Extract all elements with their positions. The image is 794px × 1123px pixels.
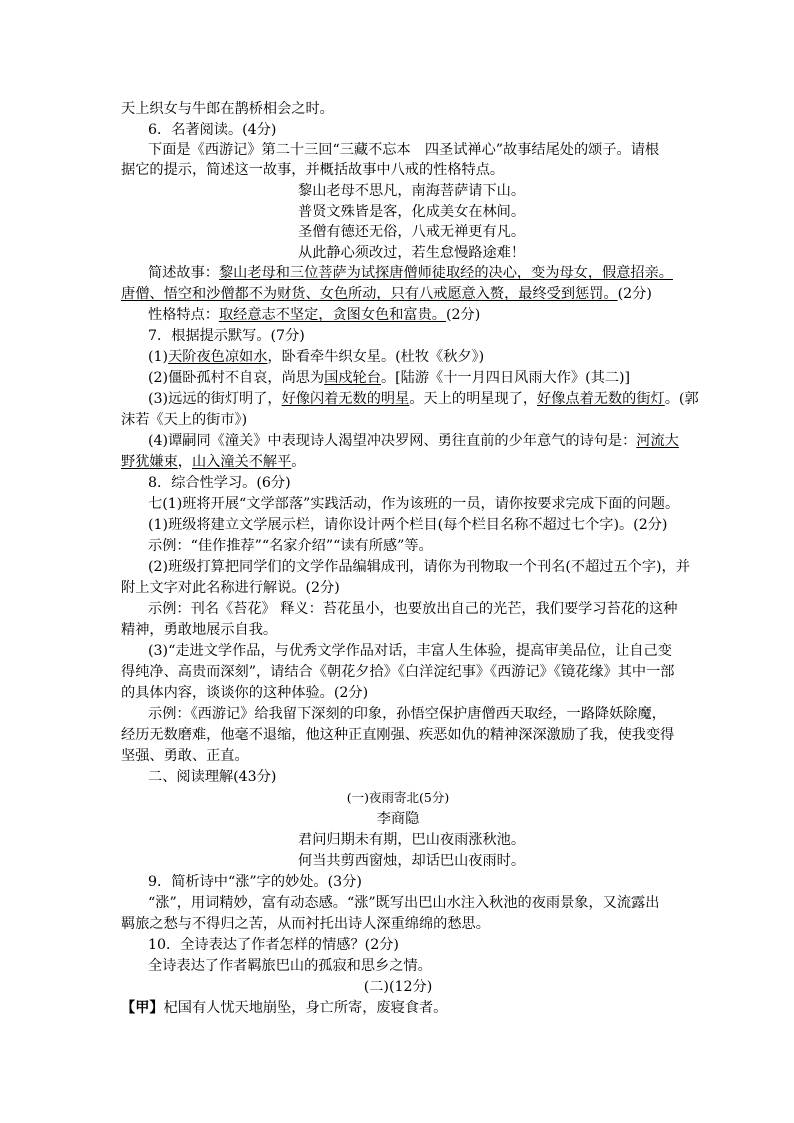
score: (2分) [445, 307, 481, 323]
question-heading: 9．简析诗中“涨”字的妙处。(3分) [148, 874, 362, 890]
answer-text: 山入潼关不解平 [191, 454, 292, 470]
answer-label: 性格特点： [148, 307, 219, 323]
text-line [121, 999, 447, 1017]
text-span: ，卧看牵牛织女星。(杜牧《秋夕》) [267, 349, 485, 365]
text-line: 得纯净、高贵而深刻”，请结合《朝花夕拾》《白洋淀纪事》《西游记》《镜花缘》其中一部 [121, 664, 675, 680]
text-line: 的具体内容，谈谈你的这种体验。(2分) [121, 685, 369, 701]
text-line: 经历无数磨难，他毫不退缩，他这种正直刚强、疾恶如仇的精神深深激励了我，使我变得 [121, 727, 675, 743]
text-line: 附上文字对此名称进行解说。(2分) [121, 580, 340, 596]
verse-line: 何当共剪西窗烛，却话巴山夜雨时。 [298, 853, 526, 869]
text-line: 示例：“佳作推荐”“名家介绍”“读有所感”等。 [148, 538, 433, 554]
text-line: 精神，勇敢地展示自我。 [121, 622, 278, 638]
text-line: 七(1)班将开展“文学部落”实践活动，作为该班的一员，请你按要求完成下面的问题。 [148, 496, 680, 512]
score: (2分) [617, 286, 652, 302]
text-span: 。天上的明星现了， [409, 391, 538, 407]
answer-text: 取经意志不坚定，贪图女色和富贵。 [218, 307, 446, 323]
answer-text: 河流大 [636, 433, 679, 449]
passage-label: 【甲】 [121, 1000, 164, 1016]
text-line: (1)班级将建立文学展示栏，请你设计两个栏目(每个栏目名称不超过七个字)。(2分) [148, 517, 668, 533]
text-line: (2)班级打算把同学们的文学作品编辑成刊，请你为刊物取一个刊名(不超过五个字)，并 [148, 559, 690, 575]
text-line: “涨”，用词精妙，富有动态感。“涨”既写出巴山水注入秋池的夜雨景象，又流露出 [148, 895, 660, 911]
text-line: 天上织女与牛郎在鹊桥相会之时。 [121, 101, 334, 117]
text-span: 。[陆游《十一月四日风雨大作》(其二)] [380, 370, 631, 386]
text-span: ， [177, 454, 192, 470]
question-heading: 6．名著阅读。(4分) [148, 122, 277, 138]
text-span: (3)远远的街灯明了， [148, 391, 282, 407]
answer-line [148, 369, 630, 387]
text-span: 。(郭 [664, 391, 699, 407]
verse-line: 从此静心须改过，若生怠慢路途难！ [298, 245, 526, 261]
subsection-heading: (二)(12分) [363, 979, 433, 995]
text-line: 全诗表达了作者羁旅巴山的孤寂和思乡之情。 [148, 958, 432, 974]
answer-text: 好像闪着无数的明星 [281, 391, 410, 407]
item-number: (1) [148, 349, 169, 365]
verse-line: 黎山老母不思凡，南海菩萨请下山。 [298, 183, 526, 199]
section-heading: 二、阅读理解(43分) [148, 769, 277, 785]
question-heading: 7．根据提示默写。(7分) [148, 328, 305, 344]
answer-line [148, 348, 484, 366]
poem-title: (一)夜雨寄北(5分) [346, 790, 450, 805]
text-line: (3)“走进文学作品，与优秀文学作品对话，丰富人生体验，提高审美品位，让自己变 [148, 643, 672, 659]
verse-line: 君问归期未有期，巴山夜雨涨秋池。 [298, 832, 526, 848]
text-span: (2)僵卧孤村不自哀，尚思为 [148, 370, 325, 386]
text-span: 。 [291, 454, 306, 470]
verse-line: 普贤文殊皆是客，化成美女在林间。 [298, 204, 526, 220]
text-line: 据它的提示，简述这一故事，并概括故事中八戒的性格特点。 [121, 162, 505, 178]
answer-line [148, 306, 480, 324]
text-line: 下面是《西游记》第二十三回“三藏不忘本 四圣试禅心”故事结尾处的颂子。请根 [148, 142, 660, 158]
answer-line [148, 390, 699, 408]
answer-line [121, 453, 306, 471]
answer-text: 天阶夜色凉如水 [168, 349, 268, 365]
text-span: 杞国有人忧天地崩坠，身亡所寄，废寝食者。 [163, 1000, 448, 1016]
answer-text: 国戍轮台 [324, 370, 381, 386]
question-heading: 10．全诗表达了作者怎样的情感？(2分) [148, 937, 399, 953]
answer-text: 黎山老母和三位菩萨为试探唐僧师徒取经的决心，变为母女，假意招亲。 [218, 265, 673, 281]
text-line: 羁旅之愁与不得归之苦，从而衬托出诗人深重绵绵的愁思。 [121, 916, 490, 932]
answer-label: 简述故事： [148, 265, 219, 281]
text-span: (4)谭嗣同《潼关》中表现诗人渴望冲决罗网、勇往直前的少年意气的诗句是： [148, 433, 637, 449]
answer-text: 好像点着无数的街灯 [537, 391, 665, 407]
text-line: 坚强、勇敢、正直。 [121, 748, 249, 764]
question-heading: 8．综合性学习。(6分) [148, 475, 291, 491]
poem-author: 李商隐 [376, 811, 420, 827]
text-line: 示例：《西游记》给我留下深刻的印象，孙悟空保护唐僧西天取经，一路降妖除魔， [148, 706, 666, 722]
answer-line [121, 285, 652, 303]
verse-line: 圣僧有德还无俗，八戒无禅更有凡。 [298, 224, 526, 240]
text-line: 示例：刊名《苔花》 释义：苔花虽小，也要放出自己的光芒，我们要学习苔花的这种 [148, 601, 678, 617]
text-line: 沫若《天上的街市》) [121, 412, 248, 428]
answer-text: 野犹嫌束 [121, 454, 178, 470]
answer-line [148, 432, 679, 450]
answer-line [148, 264, 673, 282]
answer-text: 唐僧、悟空和沙僧都不为财货、女色所动，只有八戒愿意入赘，最终受到惩罚。 [121, 286, 618, 302]
